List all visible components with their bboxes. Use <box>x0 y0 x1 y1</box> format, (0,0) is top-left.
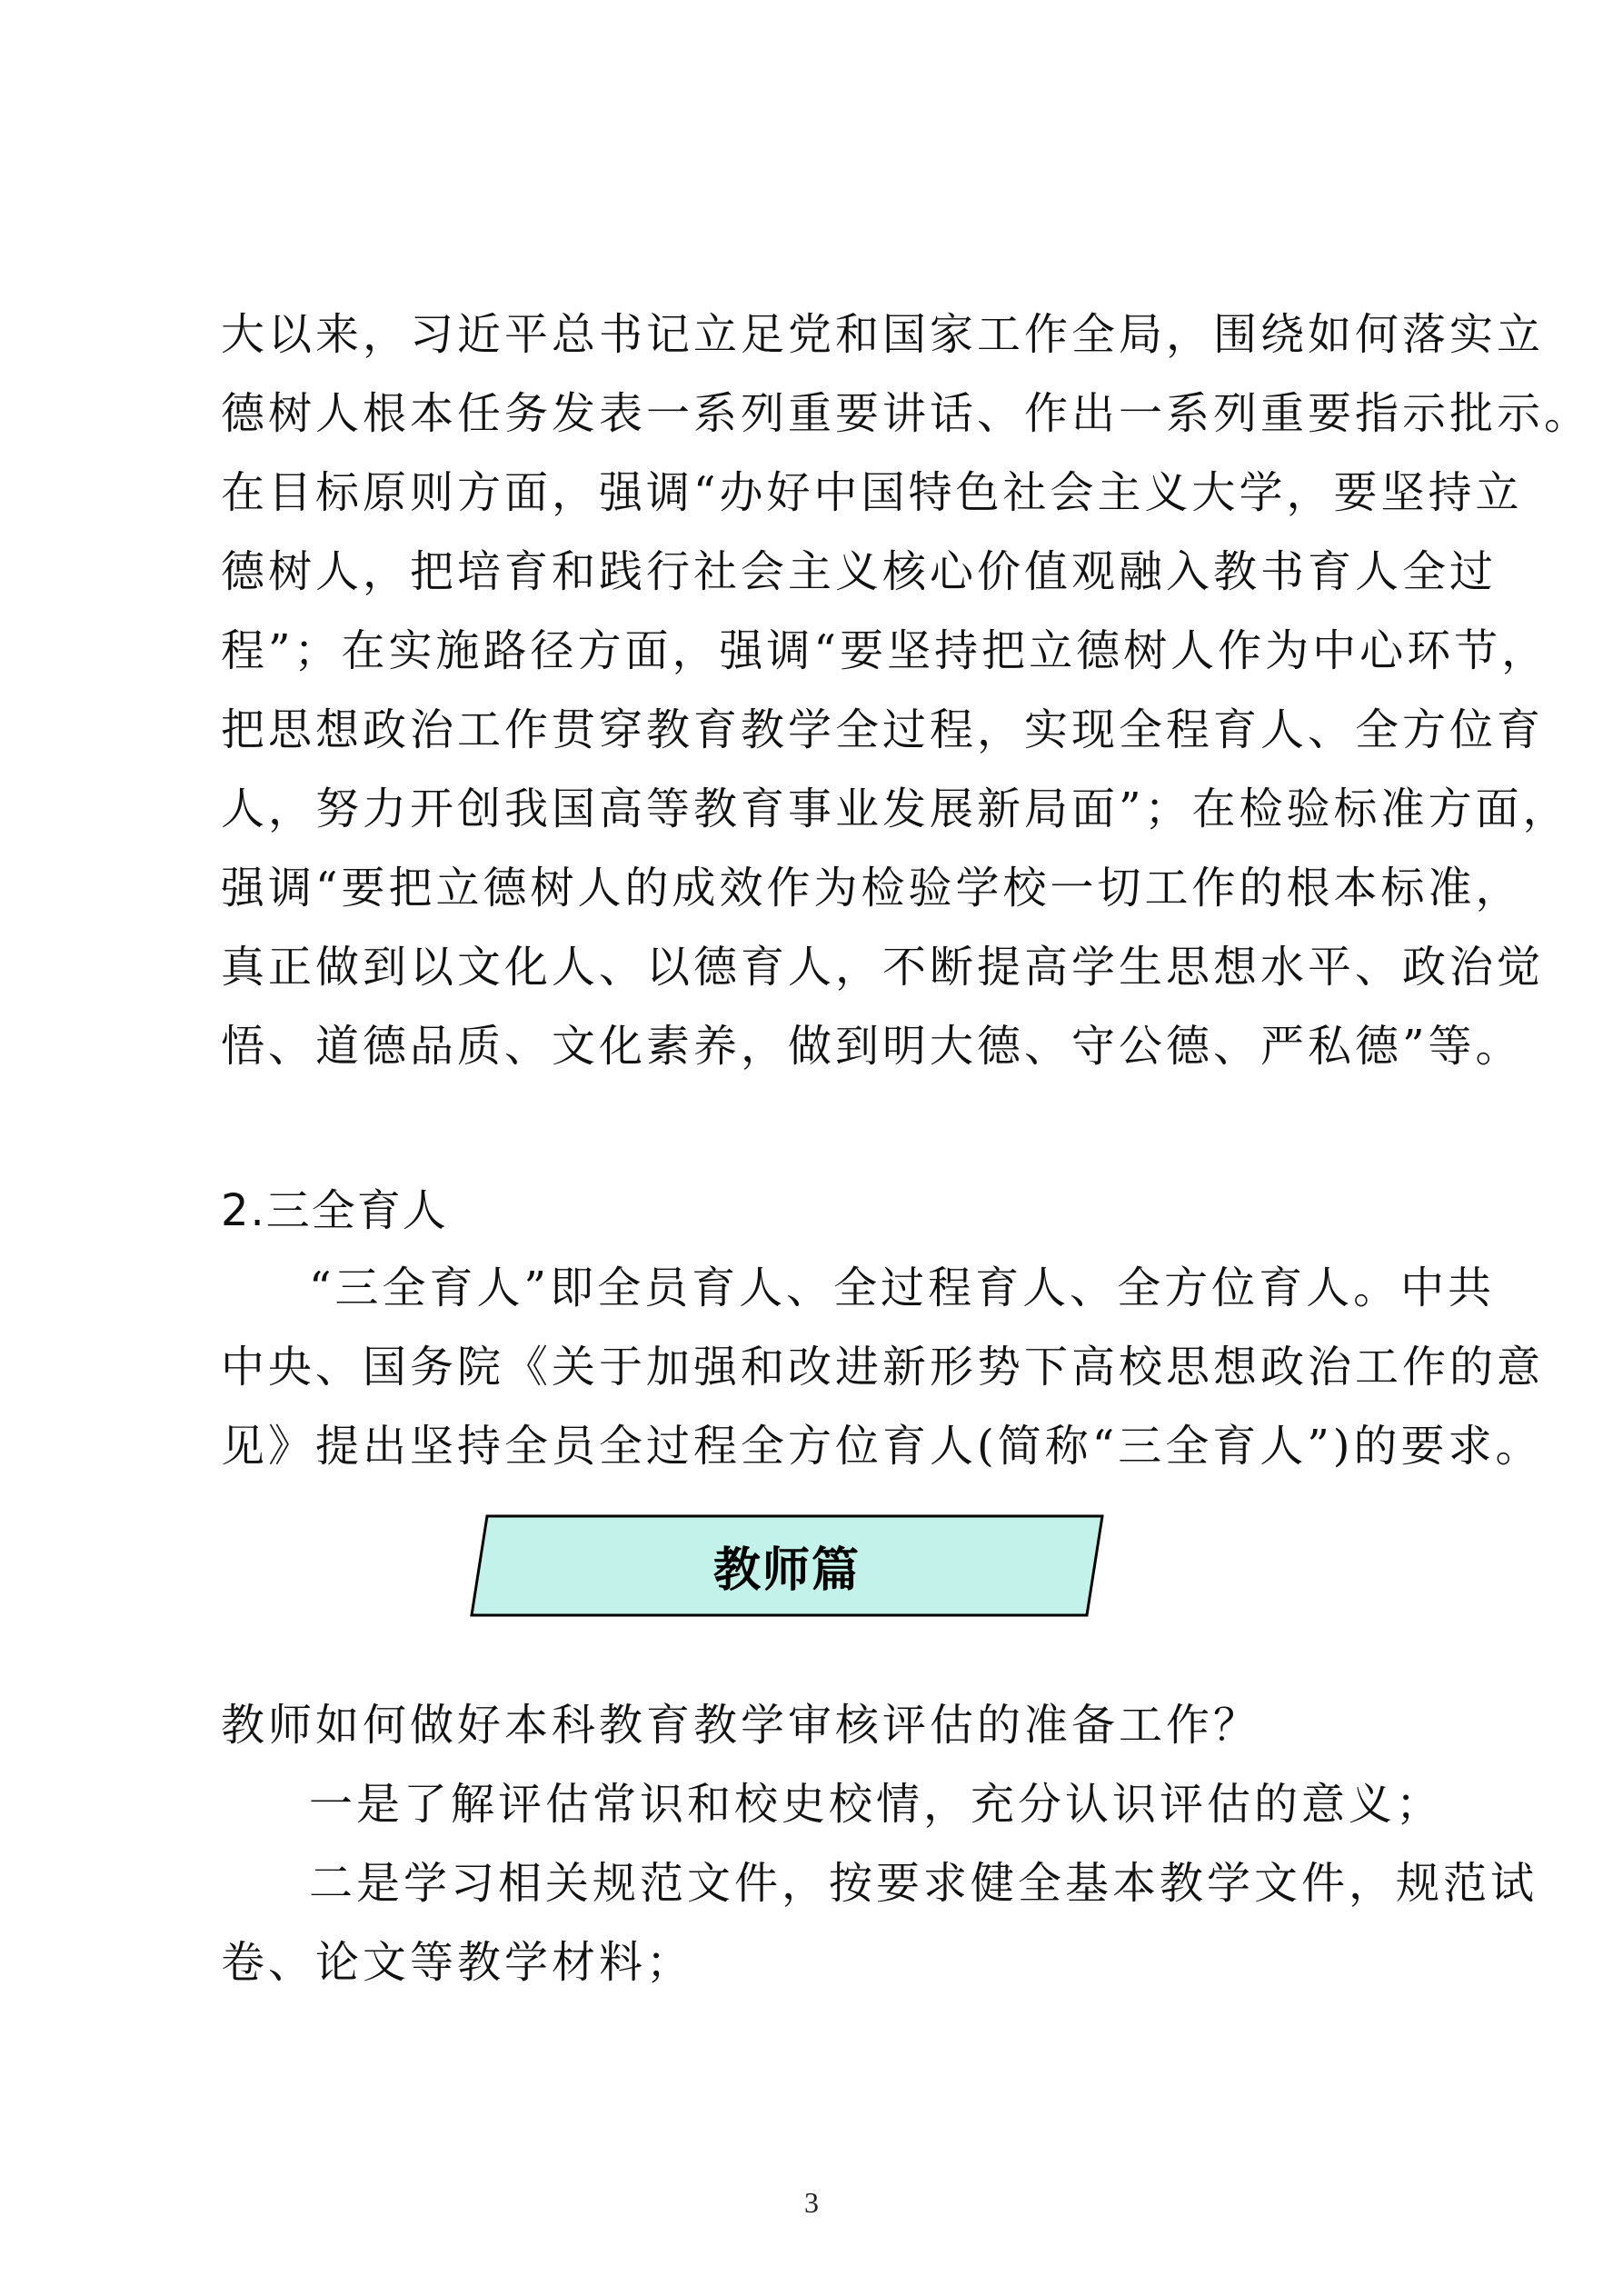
section-line: 中央、国务院《关于加强和改进新形势下高校思想政治工作的意 <box>221 1342 1545 1393</box>
paragraph-line: 把思想政治工作贯穿教育教学全过程，实现全程育人、全方位育 <box>221 704 1545 755</box>
paragraph-line: 德树人根本任务发表一系列重要讲话、作出一系列重要指示批示。 <box>221 388 1592 439</box>
answer-line: 卷、论文等教学材料； <box>221 1937 694 1988</box>
answer-line: 一是了解评估常识和校史校情，充分认识评估的意义； <box>309 1779 1444 1830</box>
paragraph-line: 在目标原则方面，强调“办好中国特色社会主义大学，要坚持立 <box>221 467 1523 518</box>
answer-line: 二是学习相关规范文件，按要求健全基本教学文件，规范试 <box>309 1858 1538 1909</box>
paragraph-line: 真正做到以文化人、以德育人，不断提高学生思想水平、政治觉 <box>221 942 1545 993</box>
banner-label: 教师篇 <box>712 1543 861 1598</box>
paragraph-line: 人，努力开创我国高等教育事业发展新局面”；在检验标准方面， <box>221 784 1570 834</box>
paragraph-line: 强调“要把立德树人的成效作为检验学校一切工作的根本标准， <box>221 863 1523 913</box>
section-heading: 2.三全育人 <box>221 1185 448 1236</box>
teacher-question: 教师如何做好本科教育教学审核评估的准备工作？ <box>221 1700 1261 1751</box>
paragraph-line: 大以来，习近平总书记立足党和国家工作全局，围绕如何落实立 <box>221 309 1545 360</box>
teacher-banner <box>469 1513 1105 1618</box>
paragraph-line: 德树人，把培育和践行社会主义核心价值观融入教书育人全过 <box>221 546 1498 597</box>
page-number: 3 <box>804 2186 819 2219</box>
section-line: 见》提出坚持全员全过程全方位育人(简称“三全育人”)的要求。 <box>221 1421 1543 1472</box>
section-line: “三全育人”即全员育人、全过程育人、全方位育人。中共 <box>309 1263 1496 1313</box>
paragraph-line: 悟、道德品质、文化素养，做到明大德、守公德、严私德”等。 <box>221 1021 1523 1072</box>
paragraph-line: 程”；在实施路径方面，强调“要坚持把立德树人作为中心环节， <box>221 625 1549 676</box>
